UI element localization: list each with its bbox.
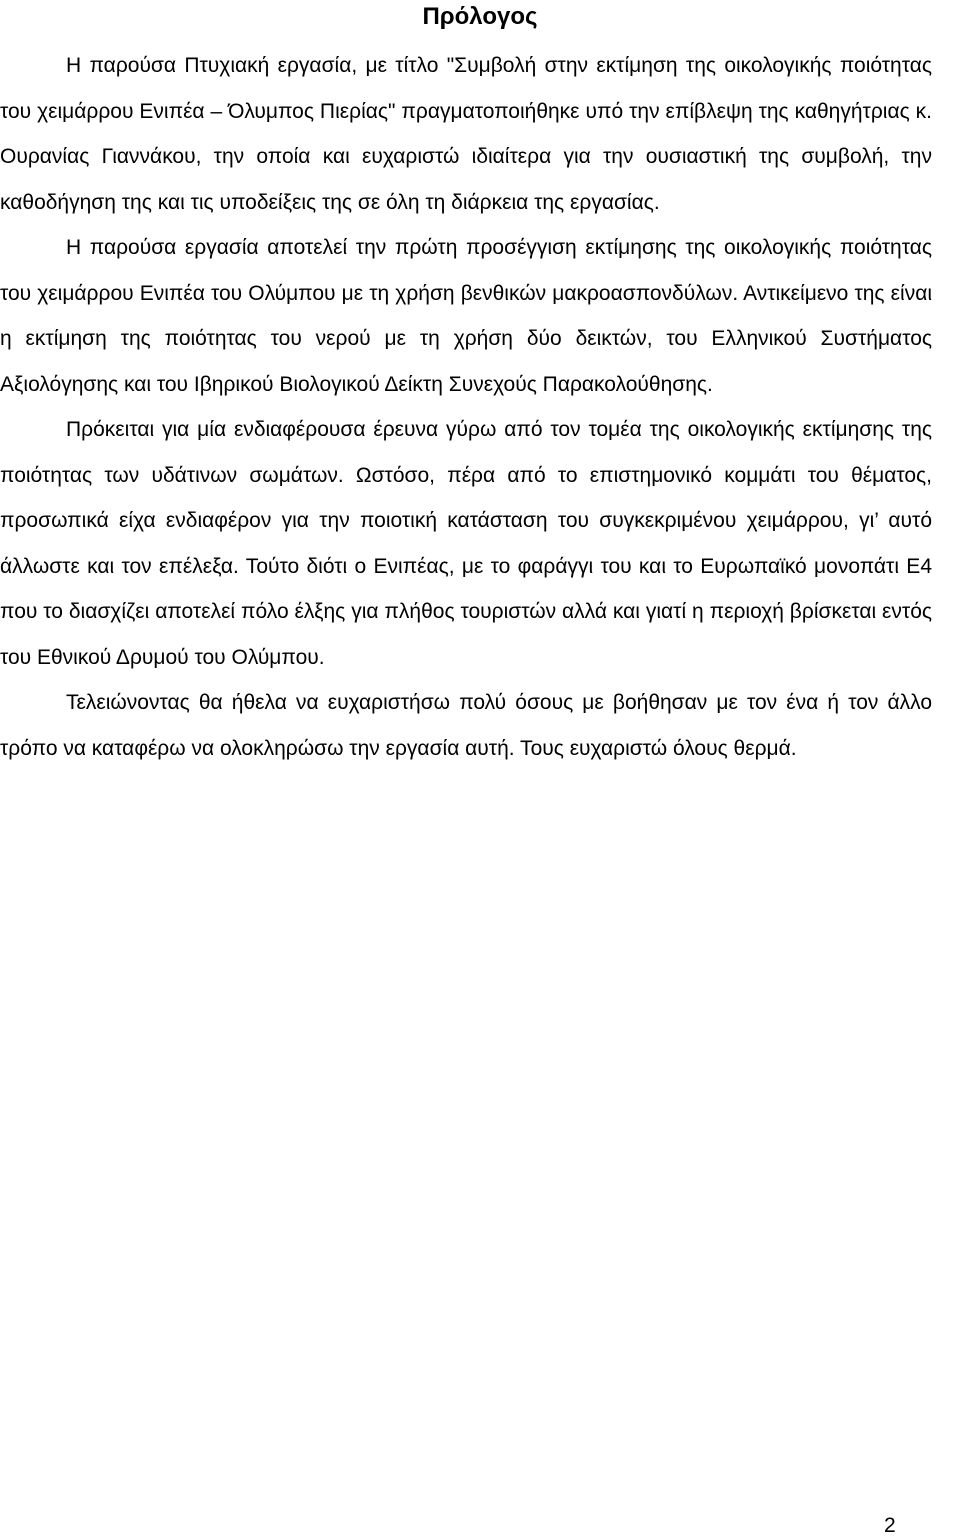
page-number: 2 xyxy=(884,1514,896,1537)
page-title: Πρόλογος xyxy=(422,3,538,30)
paragraph-closing-thanks: Τελειώνοντας θα ήθελα να ευχαριστήσω πολύ όσους με βοήθησαν με τον ένα ή τον άλλο τρόπο να καταφέρω να ολοκληρώσω την εργασία αυτή. Τους ευχαριστώ όλους θερμά. xyxy=(0,691,932,760)
body-text xyxy=(0,43,932,771)
paragraph-acknowledgement-supervisor: Η παρούσα Πτυχιακή εργασία, με τίτλο "Συμβολή στην εκτίμηση της οικολογικής ποιότητας του χειμάρρου Ενιπέα – Όλυμπος Πιερίας" πραγματοποιήθηκε υπό την επίβλεψη της καθηγήτριας κ. Ουρανίας Γιαννάκου, την οποία και ευχαριστώ ιδιαίτερα για την ουσιαστική της συμβολή, την καθοδήγηση της και τις υποδείξεις της σε όλη τη διάρκεια της εργασίας. xyxy=(0,54,932,214)
paragraph-study-description: Η παρούσα εργασία αποτελεί την πρώτη προσέγγιση εκτίμησης της οικολογικής ποιότητας του χειμάρρου Ενιπέα του Ολύμπου με τη χρήση βενθικών μακροασπονδύλων. Αντικείμενο της είναι η εκτίμηση της ποιότητας του νερού με τη χρήση δύο δεικτών, του Ελληνικού Συστήματος Αξιολόγησης και του Ιβηρικού Βιολογικού Δείκτη Συνεχούς Παρακολούθησης. xyxy=(0,236,932,396)
paragraph-motivation: Πρόκειται για μία ενδιαφέρουσα έρευνα γύρω από τον τομέα της οικολογικής εκτίμησης της ποιότητας των υδάτινων σωμάτων. Ωστόσο, πέρα από το επιστημονικό κομμάτι του θέματος, προσωπικά είχα ενδιαφέρον για την ποιοτική κατάσταση του συγκεκριμένου χειμάρρου, γι’ αυτό άλλωστε και τον επέλεξα. Τούτο διότι ο Ενιπέας, με το φαράγγι του και το Ευρωπαϊκό μονοπάτι Ε4 που το διασχίζει αποτελεί πόλο έλξης για πλήθος τουριστών αλλά και γιατί η περιοχή βρίσκεται εντός του Εθνικού Δρυμού του Ολύμπου. xyxy=(0,418,932,669)
